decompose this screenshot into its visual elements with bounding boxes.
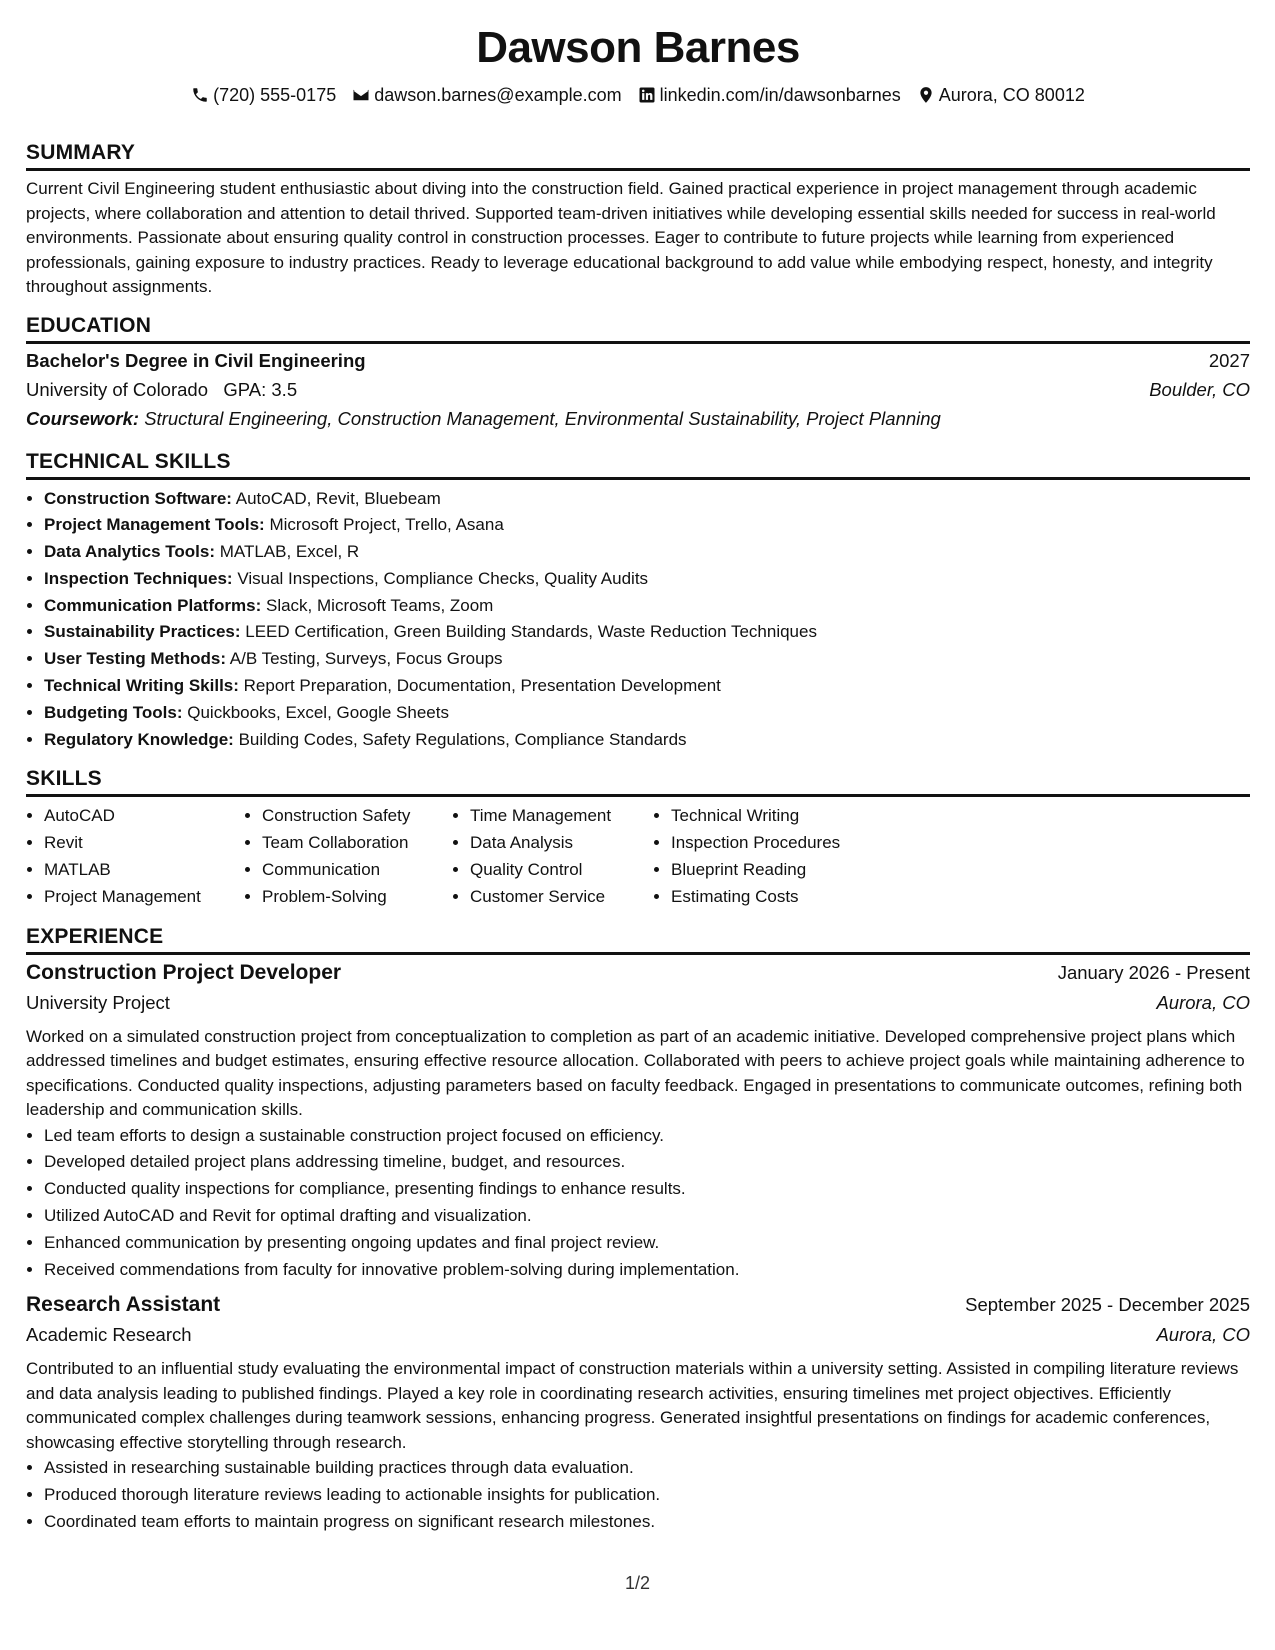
page-number: 1/2	[624, 1573, 651, 1593]
list-item: • MATLAB	[44, 857, 244, 884]
skill-category: Project Management Tools:	[44, 515, 265, 535]
contact-bar	[26, 82, 1250, 108]
list-item: • Estimating Costs	[671, 884, 891, 911]
phone-icon	[191, 86, 209, 104]
education-header-row	[26, 350, 1250, 379]
list-item: • Time Management	[470, 803, 653, 830]
skill-values: Report Preparation, Documentation, Presentation Development	[243, 676, 721, 696]
list-item: • Customer Service	[470, 884, 653, 911]
email-address[interactable]: dawson.barnes@example.com	[374, 84, 622, 105]
list-item: • Problem-Solving	[262, 884, 452, 911]
contact-phone	[191, 85, 336, 106]
job-header-row	[26, 1293, 1250, 1324]
list-item: • Revit	[44, 830, 244, 857]
job-title: Research Assistant	[26, 1293, 221, 1317]
summary-text: Current Civil Engineering student enthusiastic about diving into the construction field. Gained practical experience in project management through academic projects, where collaboration and attention to detail thrived. Supported team-driven initiatives while developing essential skills needed for success in real-world environments. Passionate about ensuring quality control in construction processes. Eager to contribute to future projects while learning from experienced professionals, gaining exposure to industry practices. Ready to leverage educational background to add value while embodying respect, honesty, and integrity throughout assignments.	[26, 179, 1216, 296]
section-title-experience: EXPERIENCE	[26, 924, 1250, 955]
job-bullets	[26, 1123, 1250, 1284]
list-item: • Conducted quality inspections for compliance, presenting findings to enhance results.	[44, 1176, 1250, 1203]
list-item: • Produced thorough literature reviews leading to actionable insights for publication.	[44, 1482, 1250, 1509]
skills-column-1	[26, 803, 244, 910]
envelope-icon	[352, 86, 370, 104]
skill-values: Slack, Microsoft Teams, Zoom	[265, 595, 494, 615]
section-title-technical-skills: TECHNICAL SKILLS	[26, 449, 1250, 480]
section-title-summary: SUMMARY	[26, 140, 1250, 171]
skills-column-2	[244, 803, 452, 910]
linkedin-url[interactable]: linkedin.com/in/dawsonbarnes	[659, 84, 901, 105]
degree-name: Bachelor's Degree in Civil Engineering	[26, 349, 366, 371]
list-item: • Assisted in researching sustainable building practices through data evaluation.	[44, 1455, 1250, 1482]
list-item: • Project Management	[44, 884, 244, 911]
list-item	[44, 619, 1250, 646]
list-item	[44, 486, 1250, 513]
candidate-name: Dawson Barnes	[476, 23, 800, 72]
section-title-skills: SKILLS	[26, 766, 1250, 797]
job-location: Aurora, CO	[1156, 991, 1250, 1013]
map-pin-icon	[917, 86, 935, 104]
list-item: • Enhanced communication by presenting ongoing updates and final project review.	[44, 1230, 1250, 1257]
skill-values: Quickbooks, Excel, Google Sheets	[187, 702, 449, 722]
list-item: • AutoCAD	[44, 803, 244, 830]
skill-category: User Testing Methods:	[44, 649, 226, 669]
list-item: • Technical Writing	[671, 803, 891, 830]
skill-values: LEED Certification, Green Building Standards, Waste Reduction Techniques	[245, 622, 817, 642]
skill-values: Building Codes, Safety Regulations, Compliance Standards	[238, 729, 687, 749]
list-item: • Communication	[262, 857, 452, 884]
list-item	[44, 727, 1250, 754]
list-item	[44, 673, 1250, 700]
skill-category: Regulatory Knowledge:	[44, 729, 234, 749]
contact-email	[352, 85, 621, 106]
job-title: Construction Project Developer	[26, 960, 342, 984]
technical-skills-list	[26, 486, 1250, 754]
list-item: • Team Collaboration	[262, 830, 452, 857]
section-title-education: EDUCATION	[26, 313, 1250, 344]
list-item: • Blueprint Reading	[671, 857, 891, 884]
list-item: • Quality Control	[470, 857, 653, 884]
job-org-row	[26, 992, 1250, 1021]
job-description: Contributed to an influential study evaluating the environmental impact of construction materials within a university setting. Assisted in compiling literature reviews and data analysis leading to published findings. Played a key role in coordinating research activities, ensuring timelines met project objectives. Efficiently communicated complex challenges during teamwork sessions, enhancing progress. Generated insightful presentations on findings for academic conferences, showcasing effective storytelling through research.	[26, 1359, 1239, 1452]
phone-number[interactable]: (720) 555-0175	[213, 84, 337, 105]
skill-category: Inspection Techniques:	[44, 568, 233, 588]
skills-column-4	[653, 803, 891, 910]
job-org-row	[26, 1324, 1250, 1353]
list-item	[44, 566, 1250, 593]
list-item: • Inspection Procedures	[671, 830, 891, 857]
skill-values: Microsoft Project, Trello, Asana	[269, 515, 504, 535]
location-text: Aurora, CO 80012	[938, 84, 1085, 105]
job-organization: Academic Research	[26, 1324, 192, 1346]
school-location: Boulder, CO	[1149, 378, 1250, 400]
job-bullets	[26, 1455, 1250, 1535]
list-item: • Led team efforts to design a sustainable construction project focused on efficiency.	[44, 1123, 1250, 1150]
skill-category: Construction Software:	[44, 488, 232, 508]
list-item	[44, 700, 1250, 727]
skill-values: A/B Testing, Surveys, Focus Groups	[229, 649, 503, 669]
graduation-year: 2027	[1208, 349, 1250, 371]
skill-values: AutoCAD, Revit, Bluebeam	[235, 488, 441, 508]
job-location: Aurora, CO	[1156, 1324, 1250, 1346]
school-name: University of Colorado	[26, 378, 208, 400]
list-item: • Utilized AutoCAD and Revit for optimal drafting and visualization.	[44, 1203, 1250, 1230]
list-item	[44, 646, 1250, 673]
job-dates: September 2025 - December 2025	[965, 1294, 1250, 1316]
resume-page	[26, 0, 1250, 1536]
linkedin-icon	[638, 86, 656, 104]
list-item: • Construction Safety	[262, 803, 452, 830]
list-item: • Coordinated team efforts to maintain progress on significant research milestones.	[44, 1509, 1250, 1536]
skill-category: Sustainability Practices:	[44, 622, 241, 642]
job-description: Worked on a simulated construction project from conceptualization to completion as part of an academic initiative. Developed comprehensive project plans which addressed timelines and budget estimates, ensuring effective resource allocation. Collaborated with peers to achieve project goals while maintaining adherence to specifications. Conducted quality inspections, adjusting parameters based on faculty feedback. Engaged in presentations to communicate outcomes, refining both leadership and communication skills.	[26, 1026, 1245, 1120]
education-school-row	[26, 379, 1250, 408]
skill-category: Technical Writing Skills:	[44, 676, 239, 696]
job-dates: January 2026 - Present	[1057, 961, 1250, 983]
list-item: • Data Analysis	[470, 830, 653, 857]
list-item: • Received commendations from faculty for innovative problem-solving during implementation.	[44, 1257, 1250, 1284]
skills-grid	[26, 803, 1250, 910]
school-info	[26, 379, 297, 401]
coursework-label: Coursework:	[26, 407, 140, 429]
gpa: GPA: 3.5	[223, 378, 298, 400]
skill-category: Budgeting Tools:	[44, 702, 183, 722]
contact-location	[917, 85, 1085, 106]
skill-values: MATLAB, Excel, R	[219, 542, 360, 562]
job-header-row	[26, 961, 1250, 992]
list-item	[44, 539, 1250, 566]
list-item	[44, 512, 1250, 539]
skill-category: Communication Platforms:	[44, 595, 262, 615]
job-organization: University Project	[26, 991, 170, 1013]
list-item	[44, 593, 1250, 620]
coursework-line	[26, 408, 1250, 438]
contact-linkedin	[638, 85, 901, 106]
skills-column-3	[452, 803, 653, 910]
skill-category: Data Analytics Tools:	[44, 542, 215, 562]
list-item: • Developed detailed project plans addressing timeline, budget, and resources.	[44, 1149, 1250, 1176]
coursework-list: Structural Engineering, Construction Management, Environmental Sustainability, Project Planning	[144, 407, 941, 429]
skill-values: Visual Inspections, Compliance Checks, Quality Audits	[237, 568, 649, 588]
